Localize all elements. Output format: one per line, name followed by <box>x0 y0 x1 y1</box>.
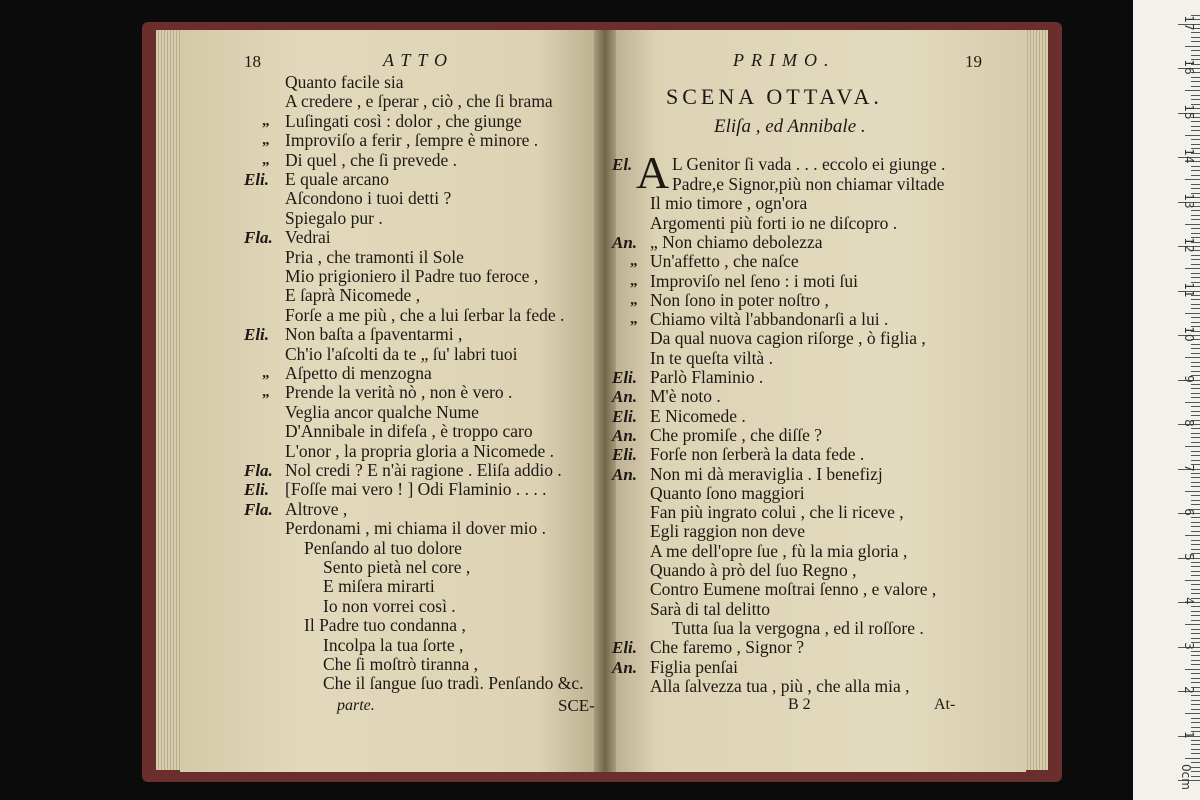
text-line: Pria , che tramonti il Sole <box>285 246 464 267</box>
ruler-tick <box>1191 611 1200 612</box>
text-line: Da qual nuova cagion riſorge , ò figlia , <box>650 328 926 349</box>
ruler-tick <box>1191 664 1200 665</box>
ruler-tick <box>1191 753 1200 754</box>
ruler-tick <box>1191 589 1200 590</box>
right-running-head: PRIMO. <box>733 50 836 70</box>
ruler-number: 10 <box>1182 326 1196 342</box>
scene-heading: SCENA OTTAVA. <box>666 84 883 109</box>
quote-mark: „ <box>630 272 638 289</box>
ruler-tick <box>1191 455 1200 456</box>
ruler-tick <box>1191 184 1200 185</box>
ruler-tick <box>1191 482 1200 483</box>
ruler-tick <box>1185 313 1200 314</box>
text-line: Parlò Flaminio . <box>650 367 764 387</box>
ruler-tick <box>1185 179 1200 180</box>
ruler-number: 17 <box>1182 14 1196 31</box>
text-line: Non mi dà meraviglia . I benefizj <box>650 463 883 484</box>
ruler-tick <box>1185 224 1200 225</box>
text-line: Il mio timore , ogn'ora <box>650 193 808 214</box>
ruler-tick <box>1191 144 1200 145</box>
ruler-tick <box>1191 660 1200 661</box>
speaker-label: An. <box>612 387 638 407</box>
quote-mark: „ <box>262 384 270 401</box>
ruler-tick <box>1191 584 1200 585</box>
scene-characters: Eliſa , ed Annibale . <box>714 116 866 137</box>
ruler-tick <box>1191 219 1200 220</box>
ruler-tick <box>1185 535 1200 536</box>
text-line: Egli raggion non deve <box>650 521 806 542</box>
text-line: Penſando al tuo dolore <box>304 537 462 558</box>
speaker-label: Eli. <box>244 480 270 500</box>
ruler-tick <box>1191 41 1200 42</box>
ruler-tick <box>1191 277 1200 278</box>
ruler-tick <box>1191 99 1200 100</box>
ruler-tick <box>1191 526 1200 527</box>
measuring-ruler <box>1133 0 1200 800</box>
text-line: Improviſo nel ſeno : i moti ſui <box>650 270 859 291</box>
ruler-tick <box>1185 446 1200 447</box>
text-line: M'è noto . <box>650 386 721 407</box>
ruler-tick <box>1191 451 1200 452</box>
ruler-tick <box>1191 55 1200 56</box>
ruler-tick <box>1191 77 1200 78</box>
ruler-tick <box>1191 629 1200 630</box>
drop-cap: A <box>636 147 670 198</box>
ruler-tick <box>1191 749 1200 750</box>
text-line: E Nicomede . <box>650 405 746 426</box>
ruler-tick <box>1191 188 1200 189</box>
text-line: Forſe a me più , che a lui ſerbar la fede . <box>285 304 565 325</box>
speaker-label: Eli. <box>244 170 270 189</box>
ruler-tick <box>1191 615 1200 616</box>
speaker-label: An. <box>612 657 638 677</box>
ruler-number: 13 <box>1182 192 1196 209</box>
ruler-tick <box>1191 522 1200 523</box>
text-line: E miſera mirarti <box>323 576 435 597</box>
ruler-tick <box>1191 95 1200 96</box>
ruler-number: 11 <box>1182 281 1196 298</box>
ruler-tick <box>1185 402 1200 403</box>
text-line: Che faremo , Signor ? <box>650 637 805 658</box>
ruler-tick <box>1191 500 1200 501</box>
ruler-tick <box>1191 673 1200 674</box>
ruler-tick <box>1191 620 1200 621</box>
ruler-tick <box>1185 713 1200 714</box>
text-line: L Genitor ſi vada . . . eccolo ei giunge . <box>672 154 946 174</box>
ruler-tick <box>1191 495 1200 496</box>
speaker-label: An. <box>612 425 638 445</box>
ruler-tick <box>1191 362 1200 363</box>
ruler-tick <box>1185 669 1200 670</box>
ruler-tick <box>1191 406 1200 407</box>
quote-mark: „ <box>630 311 638 328</box>
ruler-tick <box>1185 580 1200 581</box>
signature-mark: B 2 <box>788 696 811 713</box>
ruler-tick <box>1191 633 1200 634</box>
ruler-tick <box>1191 762 1200 763</box>
ruler-number: 1 <box>1182 730 1196 739</box>
speaker-label: Eli. <box>612 445 638 465</box>
ruler-tick <box>1191 170 1200 171</box>
ruler-tick <box>1191 166 1200 167</box>
quote-mark: „ <box>262 132 270 149</box>
text-line: In te queſta viltà . <box>650 347 773 368</box>
ruler-number: 6 <box>1182 508 1196 516</box>
speaker-label: Fla. <box>244 228 273 248</box>
text-line: E ſaprà Nicomede , <box>285 285 421 306</box>
text-line: Forſe non ſerberà la data fede . <box>650 444 865 465</box>
text-line: Argomenti più forti io ne diſcopro . <box>650 212 898 233</box>
ruler-unit: 0cm <box>1178 764 1193 790</box>
ruler-tick <box>1191 531 1200 532</box>
ruler-tick <box>1191 709 1200 710</box>
text-line: Nol credi ? E n'ài ragione . Eliſa addio . <box>285 460 562 480</box>
ruler-tick <box>1191 259 1200 260</box>
text-line: Non baſta a ſpaventarmi , <box>285 324 463 345</box>
speaker-label: Fla. <box>244 499 273 519</box>
ruler-tick <box>1185 624 1200 625</box>
ruler-number: 4 <box>1182 597 1196 605</box>
right-catchword: At- <box>934 696 956 713</box>
ruler-number: 7 <box>1182 463 1196 472</box>
text-line: Incolpa la tua ſorte , <box>323 634 464 655</box>
quote-mark: „ <box>262 365 270 381</box>
left-footer-exit: parte. <box>337 697 375 714</box>
text-line: Tutta ſua la vergogna , ed il roſſore . <box>672 617 924 638</box>
ruler-number: 16 <box>1182 59 1196 75</box>
ruler-tick <box>1191 348 1200 349</box>
ruler-tick <box>1185 268 1200 269</box>
ruler-number: 14 <box>1182 148 1196 164</box>
ruler-tick <box>1191 700 1200 701</box>
ruler-tick <box>1191 308 1200 309</box>
ruler-tick <box>1185 758 1200 759</box>
text-line: Contro Eumene moſtrai ſenno , e valore , <box>650 579 937 600</box>
text-line: D'Annibale in difeſa , è troppo caro <box>285 421 533 442</box>
ruler-tick <box>1185 491 1200 492</box>
quote-mark: „ <box>630 291 638 308</box>
right-page-number: 19 <box>965 52 982 71</box>
text-line: L'onor , la propria gloria a Nicomede . <box>285 440 554 461</box>
ruler-number: 8 <box>1182 419 1196 427</box>
ruler-tick <box>1191 411 1200 412</box>
ruler-tick <box>1191 544 1200 545</box>
ruler-tick <box>1191 366 1200 367</box>
ruler-tick <box>1191 571 1200 572</box>
ruler-tick <box>1191 540 1200 541</box>
speaker-label: Fla. <box>244 461 273 480</box>
ruler-tick <box>1191 353 1200 354</box>
ruler-tick <box>1191 233 1200 234</box>
ruler-tick <box>1185 90 1200 91</box>
ruler-tick <box>1191 486 1200 487</box>
text-line: Io non vorrei così . <box>323 595 456 616</box>
text-line: Quanto ſono maggiori <box>650 482 805 503</box>
text-line: Di quel , che ſi prevede . <box>285 149 458 170</box>
left-running-head: ATTO <box>383 50 455 70</box>
ruler-tick <box>1191 433 1200 434</box>
text-line: „ Non chiamo debolezza <box>650 231 823 252</box>
ruler-tick <box>1191 437 1200 438</box>
ruler-tick <box>1191 442 1200 443</box>
text-line: Veglia ancor qualche Nume <box>285 401 479 422</box>
text-line: Alla ſalvezza tua , più , che alla mia , <box>650 675 910 696</box>
text-line: Mio prigioniero il Padre tuo feroce , <box>285 266 539 286</box>
text-line: Che ſi moſtrò tiranna , <box>323 654 479 674</box>
text-line: Quando à prò del ſuo Regno , <box>650 560 857 580</box>
ruler-tick <box>1191 37 1200 38</box>
speaker-label: El. <box>612 155 633 174</box>
ruler-tick <box>1191 317 1200 318</box>
text-line: A credere , e ſperar , ciò , che ſi brama <box>285 91 553 112</box>
speaker-label: Eli. <box>612 406 638 426</box>
ruler-number: 12 <box>1182 237 1196 253</box>
ruler-number: 2 <box>1182 686 1196 694</box>
speaker-label: An. <box>612 232 638 252</box>
text-line: Figlia penſai <box>650 656 738 677</box>
text-line: Aſcondono i tuoi detti ? <box>285 188 452 209</box>
ruler-tick <box>1191 264 1200 265</box>
text-line: Vedrai <box>285 227 331 248</box>
left-page-number: 18 <box>244 52 261 71</box>
text-line: Spiegalo pur . <box>285 207 383 228</box>
ruler-number: 5 <box>1182 552 1196 561</box>
ruler-tick <box>1191 344 1200 345</box>
ruler-tick <box>1191 704 1200 705</box>
ruler-tick <box>1191 273 1200 274</box>
text-line: Sarà di tal delitto <box>650 598 771 619</box>
ruler-tick <box>1191 304 1200 305</box>
text-line: Sento pietà nel core , <box>323 557 471 577</box>
text-line: Padre,e Signor,più non chiamar viltade <box>672 174 945 194</box>
text-line: Prende la verità nò , non è vero . <box>285 382 513 403</box>
text-line: Luſingati così : dolor , che giunge <box>285 110 522 131</box>
ruler-tick <box>1191 678 1200 679</box>
text-line: Che promiſe , che diſſe ? <box>650 424 823 445</box>
ruler-tick <box>1185 46 1200 47</box>
text-line: Aſpetto di menzogna <box>285 363 432 383</box>
speaker-label: Eli. <box>612 368 638 387</box>
ruler-tick <box>1185 135 1200 136</box>
quote-mark: „ <box>262 151 270 168</box>
ruler-tick <box>1191 50 1200 51</box>
ruler-tick <box>1191 139 1200 140</box>
text-line: Perdonami , mi chiama il dover mio . <box>285 518 546 539</box>
text-line: Che il ſangue ſuo tradì. Penſando &c. <box>323 673 584 694</box>
text-line: Improviſo a ferir , ſempre è minore . <box>285 130 539 151</box>
speaker-label: Eli. <box>244 325 270 345</box>
quote-mark: „ <box>262 112 270 129</box>
text-line: Quanto facile sia <box>285 72 404 92</box>
text-line: Altrove , <box>285 498 348 519</box>
ruler-tick <box>1191 81 1200 82</box>
ruler-tick <box>1191 175 1200 176</box>
ruler-number: 3 <box>1182 641 1196 650</box>
text-line: Ch'io l'aſcolti da te „ ſu' labri tuoi <box>285 343 518 364</box>
text-line: Non ſono in poter noſtro , <box>650 289 829 310</box>
ruler-tick <box>1191 322 1200 323</box>
text-line: [Foſſe mai vero ! ] Odi Flaminio . . . . <box>285 479 547 500</box>
text-line: Un'affetto , che naſce <box>650 251 799 272</box>
text-line: E quale arcano <box>285 169 389 189</box>
ruler-tick <box>1191 722 1200 723</box>
quote-mark: „ <box>630 253 638 270</box>
ruler-tick <box>1191 86 1200 87</box>
ruler-number: 15 <box>1182 103 1196 120</box>
ruler-tick <box>1191 215 1200 216</box>
ruler-tick <box>1191 718 1200 719</box>
ruler-tick <box>1191 130 1200 131</box>
ruler-tick <box>1191 393 1200 394</box>
speaker-label: An. <box>612 464 638 484</box>
ruler-tick <box>1191 575 1200 576</box>
text-line: Chiamo viltà l'abbandonarſi a lui . <box>650 309 889 330</box>
text-line: Fan più ingrato colui , che li riceve , <box>650 502 904 523</box>
text-line: Il Padre tuo condanna , <box>304 615 466 636</box>
ruler-tick <box>1185 357 1200 358</box>
ruler-tick <box>1191 228 1200 229</box>
ruler-tick <box>1191 255 1200 256</box>
ruler-number: 9 <box>1182 374 1196 383</box>
ruler-tick <box>1191 397 1200 398</box>
left-catchword: SCE- <box>558 696 595 715</box>
text-line: A me dell'opre ſue , fù la mia gloria , <box>650 540 908 561</box>
speaker-label: Eli. <box>612 638 638 658</box>
ruler-tick <box>1191 126 1200 127</box>
